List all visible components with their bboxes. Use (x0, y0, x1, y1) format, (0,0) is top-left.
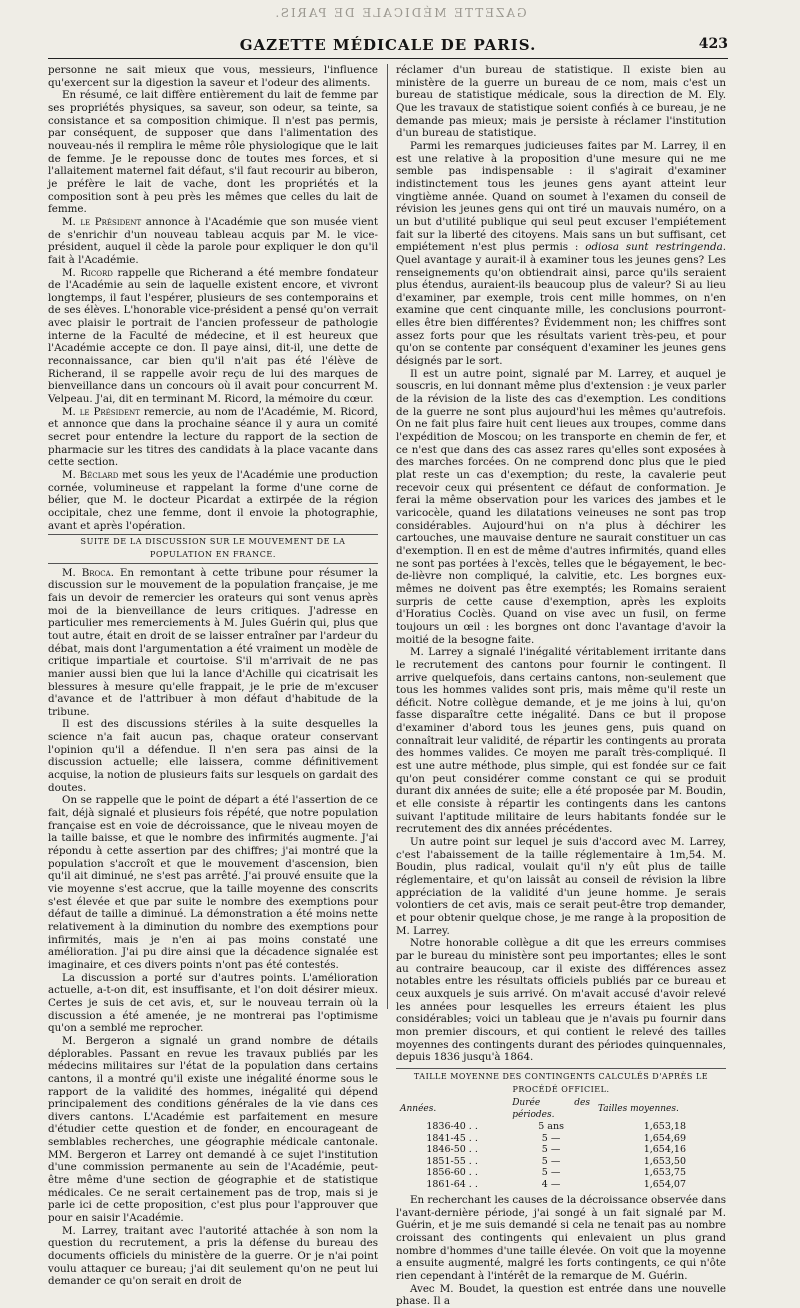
speaker-name: M. Ricord (62, 266, 113, 279)
page-header (48, 30, 728, 59)
speaker-name: M. le Président (62, 405, 140, 418)
journal-title: GAZETTE MÉDICALE DE PARIS. (239, 36, 537, 54)
table-row (396, 1144, 726, 1156)
paragraph-text: rappelle que Richerand a été membre fondateur de l'Académie au sein de laquelle existent encore, et vivront longtemps, il faut l'espérer, plusieurs de ses contemporains et de ses élèves. L'honorable vice-président a pensé qu'on verrait avec plaisir le portrait de l'ancien professeur de pathologie interne de la Faculté de médecine, et il est heureux que l'Académie accepte ce don. Il paye ainsi, dit-il, une dette de reconnaissance, car bien qu'il n'ait pas été l'élève de Richerand, il se rappelle avoir reçu de lui des marques de bienveillance dans un concours où il avait pour concurrent M. Velpeau. J'ai, dit en terminant M. Ricord, la mémoire du cœur. (48, 266, 378, 406)
cell-duration: 5 — (541, 1144, 561, 1156)
cell-mean-height: 1,653,75 (643, 1167, 686, 1179)
paragraph (48, 267, 378, 406)
table-row (396, 1167, 726, 1179)
speaker-name: M. Béclard (62, 469, 119, 481)
paragraph: Un autre point sur lequel je suis d'accord avec M. Larrey, c'est l'abaissement de la taille réglementaire à 1m,54. M. Boudin, plus radical, voulait qu'il n'y eût plus de taille réglementaire, et qu'on laissât au conseil de révision la libre appréciation de la validité d'un jeune homme. Je serais volontiers de cet avis, mais ce serait peut-être trop demander, et pour obtenir quelque chose, je me range à la proposition de M. Larrey. (396, 836, 726, 937)
paragraph-text: Parmi les remarques judicieuses faites par M. Larrey, il en est une relative à la proposition d'une mesure qui ne me semble pas indispensable : il s'agirait d'examiner indistinctement tous les jeunes gens ayant atteint leur vingtième année. Quand on soumet à l'examen du conseil de révision les jeunes gens qui ont tiré un mauvais numéro, on a un but d'utilité publique qui seul peut excuser l'empiétement fait sur la liberté des citoyens. Mais sans un but suffisant, cet empiétement n'est plus permis : (396, 139, 726, 254)
latin-phrase: odiosa sunt restringenda (585, 241, 723, 254)
paragraph (396, 140, 726, 368)
paragraph (48, 216, 378, 267)
paragraph (48, 406, 378, 469)
cell-mean-height: 1,654,69 (643, 1132, 686, 1144)
cell-duration: 5 — (541, 1155, 561, 1167)
paragraph: La discussion a porté sur d'autres points. L'amélioration actuelle, a-t-on dit, est insuffisante, et l'on doit désirer mieux. Certes je suis de cet avis, et, sur le nouveau terrain où la discussion a été amenée, je ne montrerai pas l'optimisme qu'on a semblé me reprocher. (48, 971, 378, 1035)
paragraph: En recherchant les causes de la décroissance observée dans l'avant-dernière période, j'ai songé à un fait signalé par M. Guérin, et je me suis demandé si cela ne tenait pas au nombre croissant des contingents qui enlevaient un plus grand nombre d'hommes d'une taille élevée. On voit que la moyenne a ensuite augmenté, malgré les forts contingents, ce qui n'ôte rien cependant à l'intérêt de la remarque de M. Guérin. (396, 1194, 726, 1283)
paragraph: On se rappelle que le point de départ a été l'assertion de ce fait, déjà signalé et plusieurs fois répété, que notre population française est en voie de décroissance, que le niveau moyen de la taille baisse, et que le nombre des infirmités augmente. J'ai répondu à cette assertion par des chiffres; j'ai montré que la population s'accroît et que le mouvement d'ascension, bien qu'il ait diminué, ne s'est pas arrêté. J'ai prouvé ensuite que la vie moyenne s'est accrue, que la taille moyenne des conscrits s'est élevée et que par suite le nombre des exemptions pour défaut de taille a diminué. La démonstration a été moins nette relativement à la diminution du nombre des exemptions pour infirmités, mais je n'en ai pas moins constaté une amélioration. J'ai pu dire ainsi que la décadence signalée est imaginaire, et ces divers points n'ont pas été contestés. (48, 794, 378, 971)
paragraph: M. Larrey a signalé l'inégalité véritablement irritante dans le recrutement des cantons pour fournir le contingent. Il arrive quelquefois, dans certains cantons, non-seulement que tous les hommes valides sont pris, mais même qu'il reste un déficit. Notre collègue demande, et je me joins à lui, qu'on fasse disparaître cette inégalité. Dans ce but il propose d'examiner d'abord tous les jeunes gens, puis quand on connaîtrait leur validité, de répartir les contingents au prorata des hommes valides. Ce moyen me paraît très-compliqué. Il est une autre méthode, plus simple, qui est fondée sur ce fait qu'on peut considérer comme constant ce qui se produit durant dix années de suite; elle a été proposée par M. Boudin, et elle consiste à répartir les contingents dans les cantons suivant l'aptitude militaire de leurs habitants fondée sur le recrutement des dix années précédentes. (396, 646, 726, 836)
cell-duration: 5 — (541, 1167, 561, 1179)
speaker-name: M. Broca (62, 566, 111, 579)
table-row (396, 1121, 726, 1133)
cell-years: 1856-60 . . (426, 1167, 478, 1179)
paragraph-text: annonce à l'Académie que son musée vient de s'enrichir d'un nouveau tableau acquis par M. le vice-président, auquel il cède la parole pour expliquer le don qu'il fait à l'Académie. (48, 215, 378, 266)
paragraph-text: . En remontant à cette tribune pour résumer la discussion sur le mouvement de la population française, je me fais un devoir de remercier les orateurs qui sont venus après moi de la bienveillance de leurs critiques. J'adresse en particulier mes remerciements à M. Jules Guérin qui, plus que tout autre, était en droit de se laisser entraîner par l'ardeur du débat, mais dont l'argumentation a été vraiment un modèle de critique impartiale et courtoise. S'il m'arrivait de ne pas manier aussi bien que lui la lance d'Achille qui cicatrisait les blessures à mesure qu'elle frappait, je le prie de m'excuser d'avance et de l'attribuer à mon défaut d'habitude de la tribune. (48, 566, 379, 718)
paragraph: personne ne sait mieux que vous, messieurs, l'influence qu'exercent sur la digestion la saveur et l'odeur des aliments. (48, 64, 378, 89)
stature-table (396, 1098, 726, 1190)
page-number: 423 (698, 36, 728, 52)
cell-mean-height: 1,654,16 (643, 1144, 686, 1156)
cell-duration: 5 ans (538, 1121, 564, 1133)
cell-years: 1861-64 . . (426, 1178, 478, 1190)
paragraph: M. Bergeron a signalé un grand nombre de détails déplorables. Passant en revue les travaux publiés par les médecins militaires sur l'état de la population dans certains cantons, il a montré qu'il existe une inégalité énorme sous le rapport de la validité des hommes, inégalité qui dépend principalement des conditions générales de la vie dans ces divers cantons. L'Académie est parfaitement en mesure d'étudier cette question et de fonder, en encourageant de semblables recherches, une géographie médicale cantonale. MM. Bergeron et Larrey ont demandé à ce sujet l'institution d'une commission permanente au sein de l'Académie, peut-être même d'une section de géographie et de statistique médicales. Ce ne serait certainement pas de trop, mais si je parle ici de cette proposition, c'est plus pour l'approuver que pour en saisir l'Académie. (48, 1034, 378, 1225)
paragraph-text: met sous les yeux de l'Académie une production cornée, volumineuse et rappelant la forme d'une corne de bélier, que M. le docteur Picardat a extirpée de la région occipitale, chez une femme, dont il envoie la photographie, avant et après l'opération. (48, 469, 378, 532)
cell-years: 1846-50 . . (426, 1144, 478, 1156)
right-column (396, 64, 726, 1308)
cell-mean-height: 1,653,18 (643, 1121, 686, 1133)
cell-years: 1851-55 . . (426, 1155, 478, 1167)
table-row (396, 1133, 726, 1145)
table-header-row (396, 1098, 726, 1121)
cell-mean-height: 1,653,50 (643, 1155, 686, 1167)
column-divider (387, 64, 388, 1009)
paragraph (48, 567, 378, 719)
paragraph (48, 469, 378, 532)
paragraph: Notre honorable collègue a dit que les erreurs commises par le bureau du ministère sont peu importantes; elles le sont au contraire beaucoup, car il existe des différences assez notables entre les résultats officiels publiés par ce bureau et ceux auxquels je suis arrivé. On m'avait accusé d'avoir relevé les années pour lesquelles les erreurs étaient les plus considérables; voici un tableau que je n'avais pu fournir dans mon premier discours, et qui contient le relevé des tailles moyennes des contingents durant des périodes quinquennales, depuis 1836 jusqu'à 1864. (396, 937, 726, 1064)
paragraph: Avec M. Boudet, la question est entrée dans une nouvelle phase. Il a (396, 1282, 726, 1308)
cell-years: 1841-45 . . (426, 1132, 478, 1144)
speaker-name: M. le Président (62, 215, 142, 228)
paragraph-text: . Quel avantage y aurait-il à examiner tous les jeunes gens? Les renseignements qu'on obtiendrait ainsi, parce qu'ils seraient plus étendus, auraient-ils beaucoup plus de valeur? Si au lieu d'examiner, par exemple, trois cent mille hommes, on n'en examine que cent cinquante mille, les conclusions pourront-elles être bien différentes? Évidemment non; les chiffres sont assez forts pour que les résultats varient très-peu, et pour qu'on se contente par conséquent d'examiner les jeunes gens désignés par le sort. (396, 241, 726, 368)
cell-mean-height: 1,654,07 (643, 1178, 686, 1190)
table-title: TAILLE MOYENNE DES CONTINGENTS CALCULÉS D'APRÈS LE PROCÉDÉ OFFICIEL. (396, 1068, 726, 1096)
cell-duration: 4 — (541, 1178, 561, 1190)
cell-years: 1836-40 . . (426, 1121, 478, 1133)
left-column (48, 64, 379, 1288)
bleed-through-header: GAZETTE MÉDICALE DE PARIS. (273, 6, 527, 20)
paragraph: Il est un autre point, signalé par M. Larrey, et auquel je souscris, en lui donnant même plus d'extension : je veux parler de la révision de la liste des cas d'exemption. Les conditions de la guerre ne sont plus aujourd'hui les mêmes qu'autrefois. On ne fait plus faire huit cent lieues aux troupes, comme dans l'expédition de Moscou; on les transporte en chemin de fer, et ce n'est que dans des cas assez rares qu'elles sont exposées à des marches forcées. On ne comprend donc plus que le pied plat reste un cas d'exemption; du reste, la cavalerie peut recevoir ceux qui présentent ce défaut de conformation. Je ferai la même observation pour les varices des jambes et le varicocèle, quand les dilatations veineuses ne sont pas trop considérables. Aujourd'hui on n'a plus à déchirer les cartouches, une mauvaise denture ne saurait constituer un cas d'exemption. Il en est de même d'autres infirmités, quand elles ne sont pas portées à l'excès, telles que le bégayement, le bec-de-lièvre non compliqué, la calvitie, etc. Les borgnes eux-mêmes ne doivent pas être exemptés; les Romains seraient surpris de cette cause d'exemption, après les exploits d'Horatius Coclès. Quand on vise avec un fusil, on ferme toujours un œil : les borgnes ont donc l'avantage d'avoir la moitié de la besogne faite. (396, 367, 726, 646)
column-header-mean-height: Tailles moyennes. (597, 1103, 679, 1114)
paragraph: Il est des discussions stériles à la suite desquelles la science n'a fait aucun pas, chaque orateur conservant l'opinion qu'il a défendue. Il n'en sera pas ainsi de la discussion actuelle; elle laissera, comme définitivement acquise, la notion de plusieurs faits sur lesquels on gardait des doutes. (48, 718, 378, 794)
cell-duration: 5 — (541, 1132, 561, 1144)
paragraph: M. Larrey, traitant avec l'autorité attachée à son nom la question du recrutement, a pris la défense du bureau des documents officiels du ministère de la guerre. Or je n'ai point voulu attaquer ce bureau; j'ai dit seulement qu'on ne peut lui demander ce qu'on serait en droit de (48, 1224, 378, 1288)
section-heading: SUITE DE LA DISCUSSION SUR LE MOUVEMENT DE LA POPULATION EN FRANCE. (48, 534, 378, 563)
paragraph: En résumé, ce lait diffère entièrement du lait de femme par ses propriétés physiques, sa saveur, son odeur, sa teinte, sa consistance et sa composition chimique. Il n'est pas permis, par conséquent, de supposer que dans l'alimentation des nouveau-nés il remplira le même rôle physiologique que le lait de femme. Je le repousse donc de toutes mes forces, et si l'allaitement maternel fait défaut, s'il faut recourir au biberon, je préfère le lait de vache, dont les propriétés et la composition sont à peu près les mêmes que celles du lait de femme. (48, 89, 378, 216)
column-header-duration: Durée des périodes. (512, 1098, 590, 1120)
table-row (396, 1179, 726, 1191)
column-header-years: Années. (400, 1103, 437, 1114)
paragraph-text: remercie, au nom de l'Académie, M. Ricord, et annonce que dans la prochaine séance il y aura un comité secret pour entendre la lecture du rapport de la section de pharmacie sur les titres des candidats à la place vacante dans cette section. (48, 405, 379, 469)
table-row (396, 1156, 726, 1168)
paragraph: réclamer d'un bureau de statistique. Il existe bien au ministère de la guerre un bureau de ce nom, mais c'est un bureau de statistique médicale, sous la direction de M. Ely. Que les travaux de statistique soient confiés à ce bureau, je ne demande pas mieux; mais je persiste à réclamer l'institution d'un bureau de statistique. (396, 64, 726, 140)
